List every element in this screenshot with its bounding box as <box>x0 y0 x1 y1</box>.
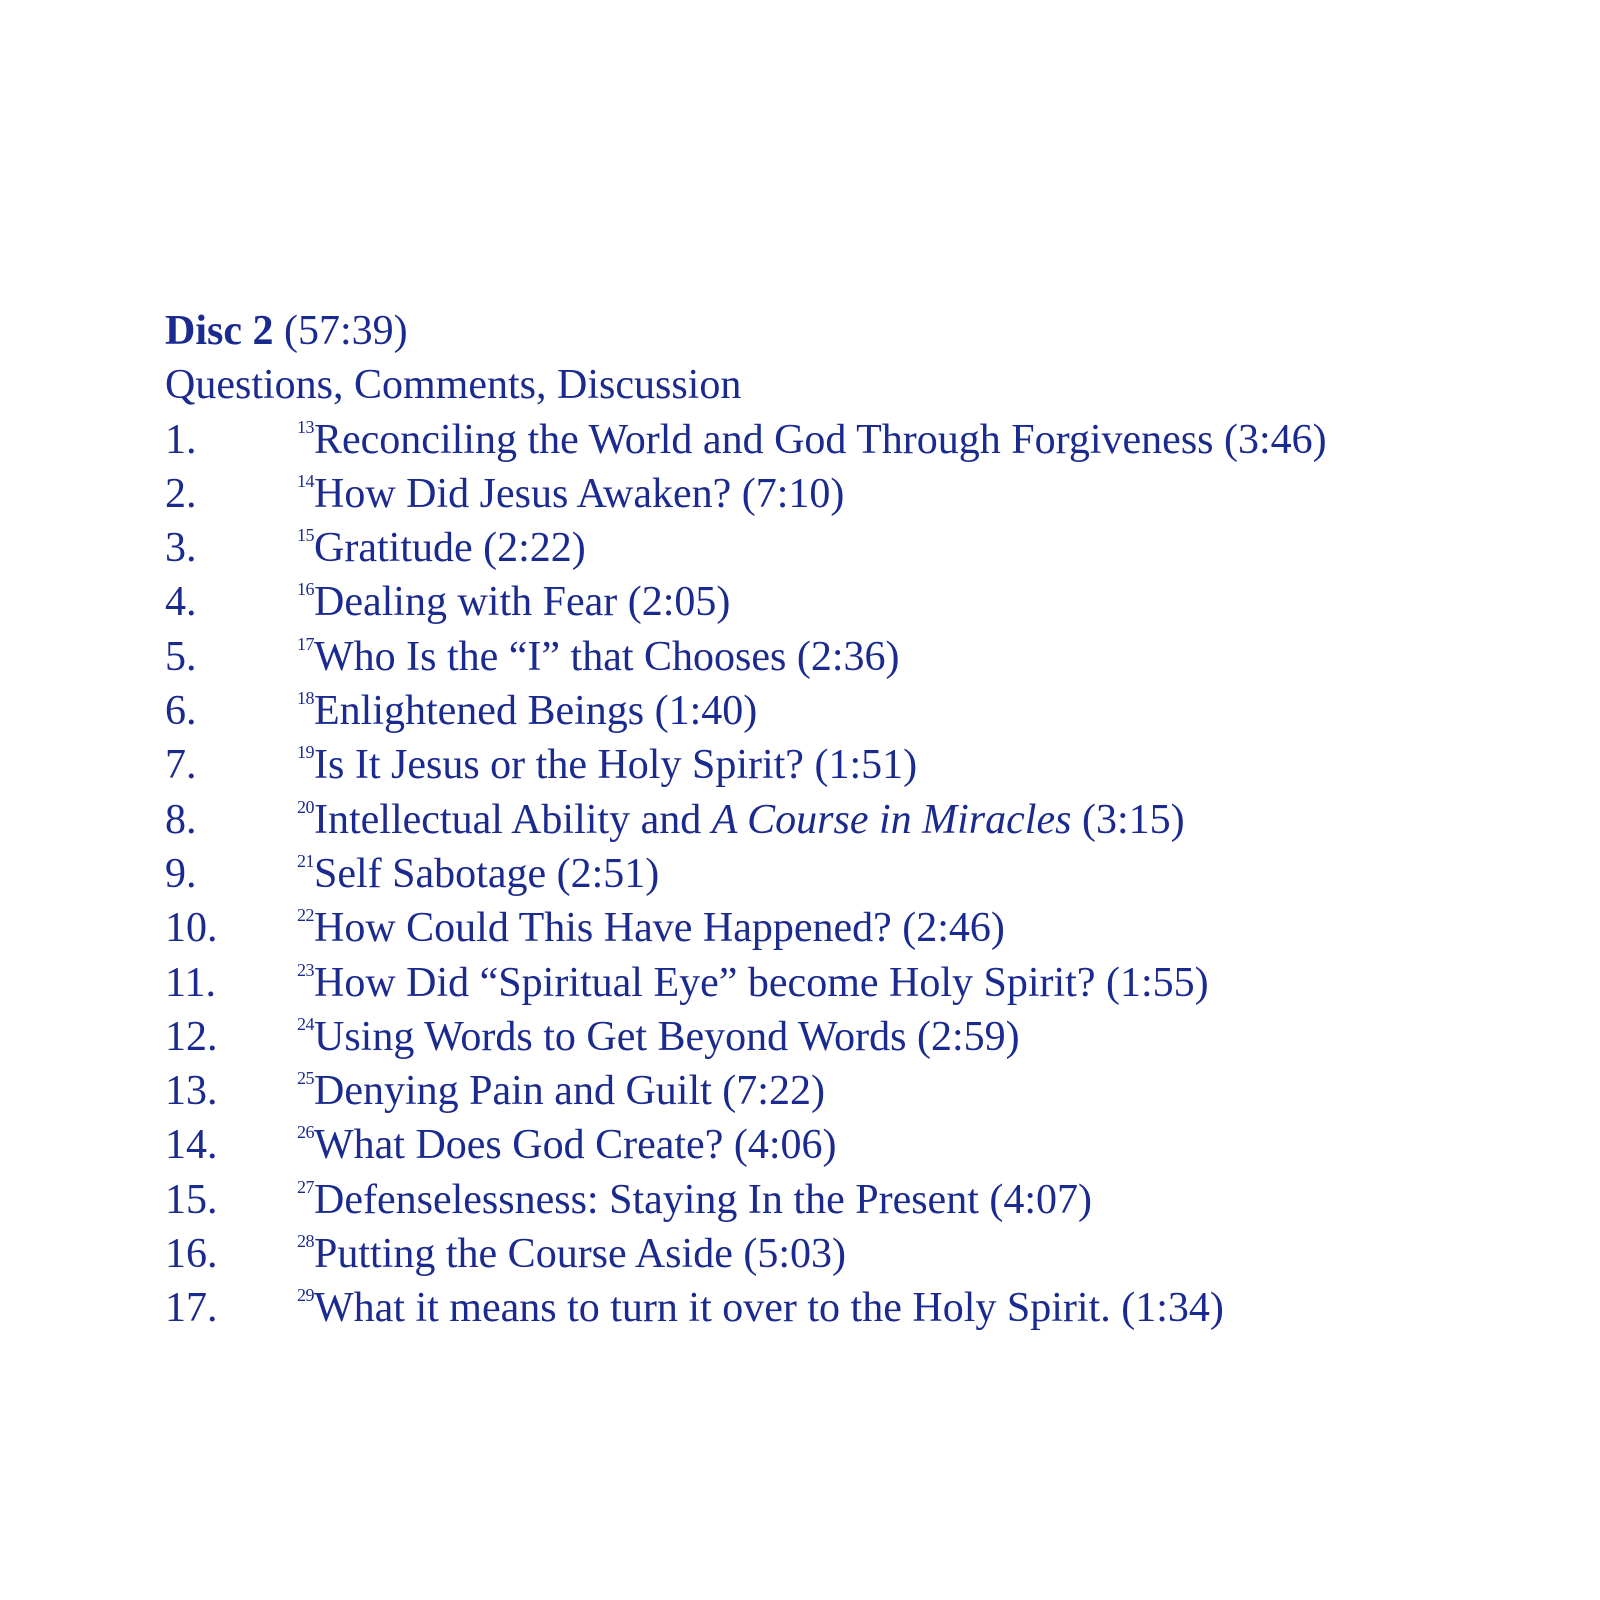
track-number: 12. <box>165 1013 218 1060</box>
track-entry <box>297 738 917 799</box>
track-entry <box>297 901 1005 962</box>
track-title: Denying Pain and Guilt <box>314 1068 712 1115</box>
track-number: 8. <box>165 796 197 843</box>
track-row <box>165 956 1585 1010</box>
track-duration: (3:15) <box>1081 796 1185 843</box>
track-number: 6. <box>165 688 197 735</box>
track-entry <box>297 467 844 528</box>
track-reference: 18 <box>297 688 314 709</box>
track-title: How Could This Have Happened? <box>314 905 892 952</box>
track-row <box>165 1118 1585 1172</box>
track-row <box>165 630 1585 684</box>
track-reference: 23 <box>297 959 314 980</box>
track-row <box>165 467 1585 521</box>
track-reference: 21 <box>297 850 314 871</box>
track-title: Enlightened Beings <box>314 688 645 735</box>
track-reference: 25 <box>297 1068 314 1089</box>
track-reference: 15 <box>297 525 314 546</box>
track-duration: (5:03) <box>743 1231 846 1278</box>
track-reference: 13 <box>297 416 314 437</box>
track-entry <box>297 521 586 582</box>
track-entry <box>297 630 900 691</box>
track-reference: 24 <box>297 1013 314 1034</box>
track-row <box>165 575 1585 629</box>
track-title: Self Sabotage <box>314 850 547 897</box>
track-entry <box>297 575 730 636</box>
track-row <box>165 901 1585 955</box>
track-reference: 27 <box>297 1176 314 1197</box>
disc-label: Disc 2 <box>165 308 274 354</box>
track-entry <box>297 413 1327 474</box>
track-duration: (2:59) <box>917 1013 1020 1060</box>
disc-subtitle: Questions, Comments, Discussion <box>165 362 742 409</box>
track-entry <box>297 1010 1020 1071</box>
track-number: 16. <box>165 1231 218 1278</box>
track-title: Gratitude <box>314 525 473 572</box>
track-title: Is It Jesus or the Holy Spirit? <box>314 742 804 789</box>
track-reference: 17 <box>297 633 314 654</box>
track-duration: (1:34) <box>1121 1285 1224 1332</box>
track-row <box>165 1227 1585 1281</box>
track-number: 9. <box>165 850 197 897</box>
track-number: 11. <box>165 959 216 1006</box>
track-entry <box>297 1281 1224 1342</box>
track-number: 13. <box>165 1068 218 1115</box>
track-row <box>165 1281 1585 1335</box>
track-row <box>165 1173 1585 1227</box>
track-title: Intellectual Ability and <box>314 796 702 843</box>
track-listing <box>165 304 1585 1336</box>
track-number: 3. <box>165 525 197 572</box>
track-duration: (1:40) <box>654 688 758 735</box>
track-title: Defenselessness: Staying In the Present <box>314 1176 979 1223</box>
track-title: How Did “Spiritual Eye” become Holy Spirit? <box>314 959 1096 1006</box>
track-row <box>165 1064 1585 1118</box>
disc-heading <box>165 304 1585 358</box>
track-entry <box>297 956 1209 1017</box>
track-number: 2. <box>165 470 197 517</box>
track-number: 1. <box>165 416 197 463</box>
track-duration: (2:36) <box>796 633 900 680</box>
track-duration: (1:55) <box>1106 959 1209 1006</box>
track-duration: (2:22) <box>483 525 586 572</box>
track-title: Dealing with Fear <box>314 579 618 626</box>
track-row <box>165 684 1585 738</box>
track-duration: (4:06) <box>733 1122 837 1169</box>
disc-duration: (57:39) <box>284 308 408 354</box>
track-number: 4. <box>165 579 197 626</box>
track-reference: 20 <box>297 796 314 817</box>
track-title: Reconciling the World and God Through Forgiveness <box>314 416 1214 463</box>
track-reference: 28 <box>297 1231 314 1252</box>
track-reference: 26 <box>297 1122 314 1143</box>
track-entry <box>297 793 1185 854</box>
track-title: What Does God Create? <box>314 1122 724 1169</box>
track-number: 17. <box>165 1285 218 1332</box>
track-row <box>165 413 1585 467</box>
track-number: 10. <box>165 905 218 952</box>
track-duration: (7:22) <box>722 1068 825 1115</box>
track-title: How Did Jesus Awaken? <box>314 470 732 517</box>
track-number: 14. <box>165 1122 218 1169</box>
track-reference: 22 <box>297 905 314 926</box>
track-entry <box>297 847 659 908</box>
track-duration: (2:51) <box>556 850 660 897</box>
track-row <box>165 738 1585 792</box>
track-title: Who Is the “I” that Chooses <box>314 633 787 680</box>
track-list <box>165 413 1585 1336</box>
track-duration: (7:10) <box>741 470 845 517</box>
track-row <box>165 521 1585 575</box>
track-title: Putting the Course Aside <box>314 1231 733 1278</box>
track-number: 15. <box>165 1176 218 1223</box>
track-number: 5. <box>165 633 197 680</box>
track-number: 7. <box>165 742 197 789</box>
track-entry <box>297 1227 846 1288</box>
track-duration: (2:05) <box>627 579 731 626</box>
track-duration: (2:46) <box>902 905 1005 952</box>
track-duration: (4:07) <box>989 1176 1093 1223</box>
track-row <box>165 847 1585 901</box>
track-reference: 19 <box>297 742 314 763</box>
track-entry <box>297 1118 837 1179</box>
track-row <box>165 793 1585 847</box>
track-duration: (1:51) <box>814 742 918 789</box>
track-title: What it means to turn it over to the Holy Spirit. <box>314 1285 1111 1332</box>
track-duration: (3:46) <box>1224 416 1327 463</box>
track-reference: 16 <box>297 579 314 600</box>
track-reference: 14 <box>297 470 314 491</box>
track-entry <box>297 1064 825 1125</box>
track-row <box>165 1010 1585 1064</box>
track-entry <box>297 684 757 745</box>
track-reference: 29 <box>297 1285 314 1306</box>
track-title-italic: A Course in Miracles <box>711 796 1072 843</box>
track-entry <box>297 1173 1092 1234</box>
track-title: Using Words to Get Beyond Words <box>314 1013 907 1060</box>
